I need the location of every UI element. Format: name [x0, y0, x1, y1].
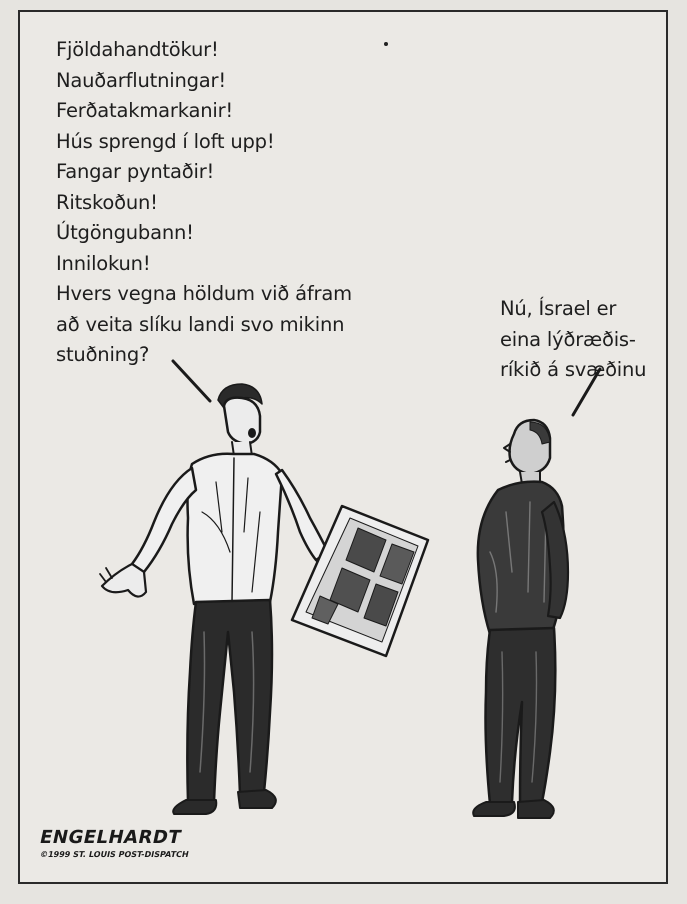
- speech-line: Fangar pyntaðir!: [56, 160, 215, 183]
- speech-line: Útgöngubann!: [56, 221, 194, 244]
- speech-line: Fjöldahandtökur!: [56, 38, 219, 61]
- speech-line: Hús sprengd í loft upp!: [56, 129, 275, 153]
- signature-name: ENGELHARDT: [37, 827, 184, 848]
- speech-line: Nauðarflutningar!: [56, 68, 226, 92]
- cartoon-panel: [18, 10, 668, 884]
- man-right-figure: [473, 420, 568, 818]
- speech-line: Innilokun!: [56, 251, 151, 275]
- speech-pointer-left: [173, 361, 210, 401]
- ink-dot: [384, 42, 388, 46]
- artist-signature: [37, 827, 190, 859]
- speech-line: ríkið á svæðinu: [500, 358, 647, 381]
- speech-line: Nú, Ísrael er: [500, 297, 617, 320]
- speech-line: stuðning?: [56, 343, 150, 366]
- cartoon-illustration: [20, 12, 670, 886]
- speech-line: Ritskoðun!: [56, 190, 158, 214]
- speech-pointer-right: [573, 369, 600, 415]
- speech-line: eina lýðræðis-: [500, 327, 636, 351]
- signature-copyright: ©1999 ST. LOUIS POST-DISPATCH: [39, 850, 190, 859]
- speech-line: Hvers vegna höldum við áfram: [56, 282, 352, 305]
- speech-line: Ferðatakmarkanir!: [56, 99, 234, 122]
- speech-line: að veita slíku landi svo mikinn: [56, 312, 345, 336]
